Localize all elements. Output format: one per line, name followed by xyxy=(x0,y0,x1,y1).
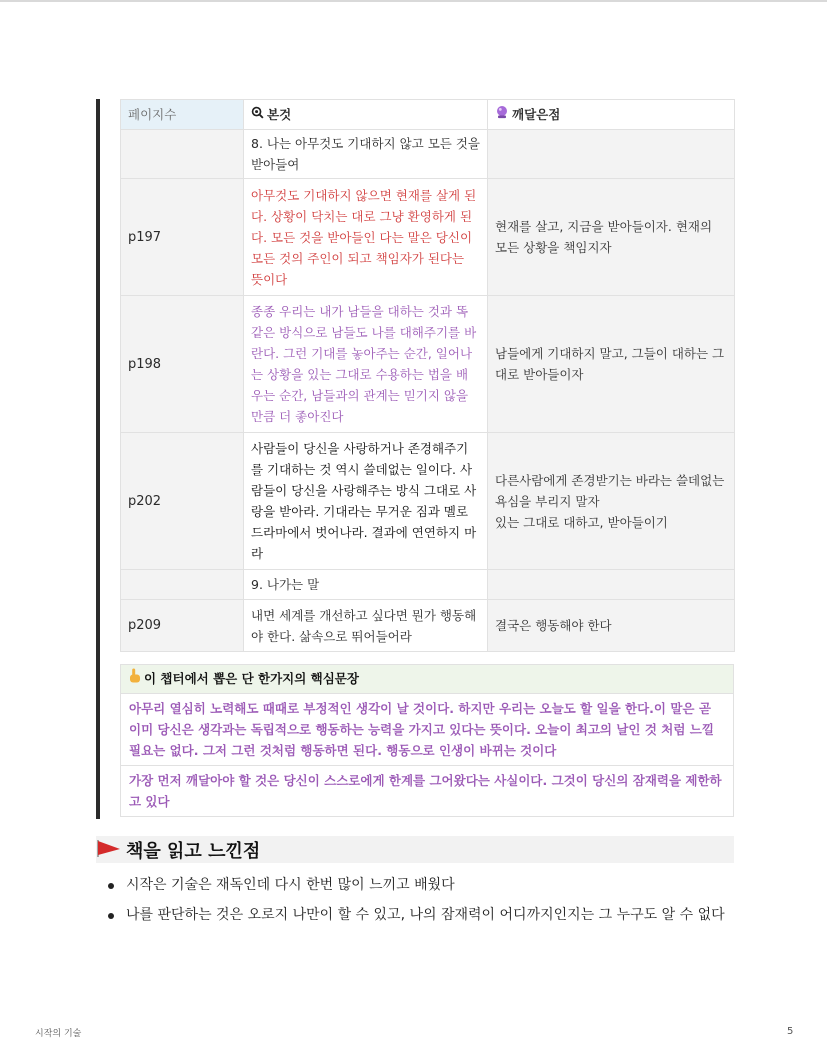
thoughts-list xyxy=(106,873,734,933)
section-title: 책을 읽고 느낀점 xyxy=(126,840,261,862)
header-insight xyxy=(488,100,735,130)
section-heading xyxy=(96,836,734,863)
pointing-up-hand-icon xyxy=(129,668,141,690)
insight-cell: 남들에게 기대하지 말고, 그들이 대하는 그대로 받아들이자 xyxy=(488,296,735,433)
insight-cell: 다른사람에게 존경받기는 바라는 쓸데없는 욕심을 부리지 말자 있는 그대로 대하고, 받아들이기 xyxy=(488,433,735,570)
top-rule xyxy=(0,0,827,2)
seen-cell: 사람들이 당신을 사랑하거나 존경해주기를 기대하는 것 역시 쓸데없는 일이다. 사람들이 당신을 사랑해주는 방식 그대로 사랑을 받아라. 기대라는 무거운 짐과 멜로 드라마에서 벗어나라. 결과에 연연하지 마라 xyxy=(244,433,488,570)
seen-cell: 아무것도 기대하지 않으면 현재를 살게 된다. 상황이 닥치는 대로 그냥 환영하게 된다. 모든 것을 받아들인 다는 말은 당신이 모든 것의 주인이 되고 책임자가 된다는 뜻이다 xyxy=(244,179,488,296)
page-cell: p209 xyxy=(121,600,244,652)
table-header-row xyxy=(121,100,735,130)
table-row xyxy=(121,179,735,296)
red-flag-icon xyxy=(96,838,126,862)
header-insight-label: 깨달은점 xyxy=(512,106,561,122)
seen-cell: 종종 우리는 내가 남들을 대하는 것과 똑같은 방식으로 남들도 나를 대해주기를 바란다. 그런 기대를 놓아주는 순간, 일어나는 상황을 있는 그대로 수용하는 법을 배우는 순간, 남들과의 관계는 믿기지 않을 만큼 더 좋아진다 xyxy=(244,296,488,433)
seen-cell: 내면 세계를 개선하고 싶다면 뭔가 행동해야 한다. 삶속으로 뛰어들어라 xyxy=(244,600,488,652)
insight-cell xyxy=(488,570,735,600)
core-sentence: 아무리 열심히 노력해도 때때로 부정적인 생각이 날 것이다. 하지만 우리는 오늘도 할 일을 한다.이 말은 곧 이미 당신은 생각과는 독립적으로 행동하는 능력을 가지고 있다는 뜻이다. 오늘이 최고의 날인 것 처럼 느낄 필요는 없다. 그저 그런 것처럼 행동하면 된다. 행동으로 인생이 바뀌는 것이다 xyxy=(121,694,734,766)
table-row xyxy=(121,570,735,600)
insight-cell: 현재를 살고, 지금을 받아들이자. 현재의 모든 상황을 책임지자 xyxy=(488,179,735,296)
page-cell: p197 xyxy=(121,179,244,296)
page-cell: p198 xyxy=(121,296,244,433)
core-sentence-table xyxy=(120,664,734,817)
core-sentence: 가장 먼저 깨달아야 할 것은 당신이 스스로에게 한계를 그어왔다는 사실이다. 그것이 당신의 잠재력을 제한하고 있다 xyxy=(121,766,734,817)
list-item: 시작은 기술은 재독인데 다시 한번 많이 느끼고 배웠다 xyxy=(106,873,734,897)
list-item: 나를 판단하는 것은 오로지 나만이 할 수 있고, 나의 잠재력이 어디까지인지는 그 누구도 알 수 없다 xyxy=(106,903,734,927)
magnifier-icon xyxy=(251,105,264,126)
insight-cell xyxy=(488,130,735,179)
table-row xyxy=(121,433,735,570)
crystal-ball-icon xyxy=(495,105,509,126)
table-row xyxy=(121,600,735,652)
header-seen xyxy=(244,100,488,130)
table-row xyxy=(121,296,735,433)
table-row xyxy=(121,130,735,179)
core-heading xyxy=(121,665,734,694)
core-heading-label: 이 챕터에서 뽑은 단 한가지의 핵심문장 xyxy=(144,671,359,686)
header-seen-label: 본것 xyxy=(267,106,292,122)
footer-book-title: 시작의 기술 xyxy=(35,1029,82,1039)
footer-page-number: 5 xyxy=(787,1026,794,1037)
page-cell xyxy=(121,570,244,600)
seen-cell: 9. 나가는 말 xyxy=(244,570,488,600)
notes-table xyxy=(120,99,735,652)
page-cell xyxy=(121,130,244,179)
insight-cell: 결국은 행동해야 한다 xyxy=(488,600,735,652)
header-page: 페이지수 xyxy=(121,100,244,130)
page-cell: p202 xyxy=(121,433,244,570)
seen-cell: 8. 나는 아무것도 기대하지 않고 모든 것을 받아들여 xyxy=(244,130,488,179)
